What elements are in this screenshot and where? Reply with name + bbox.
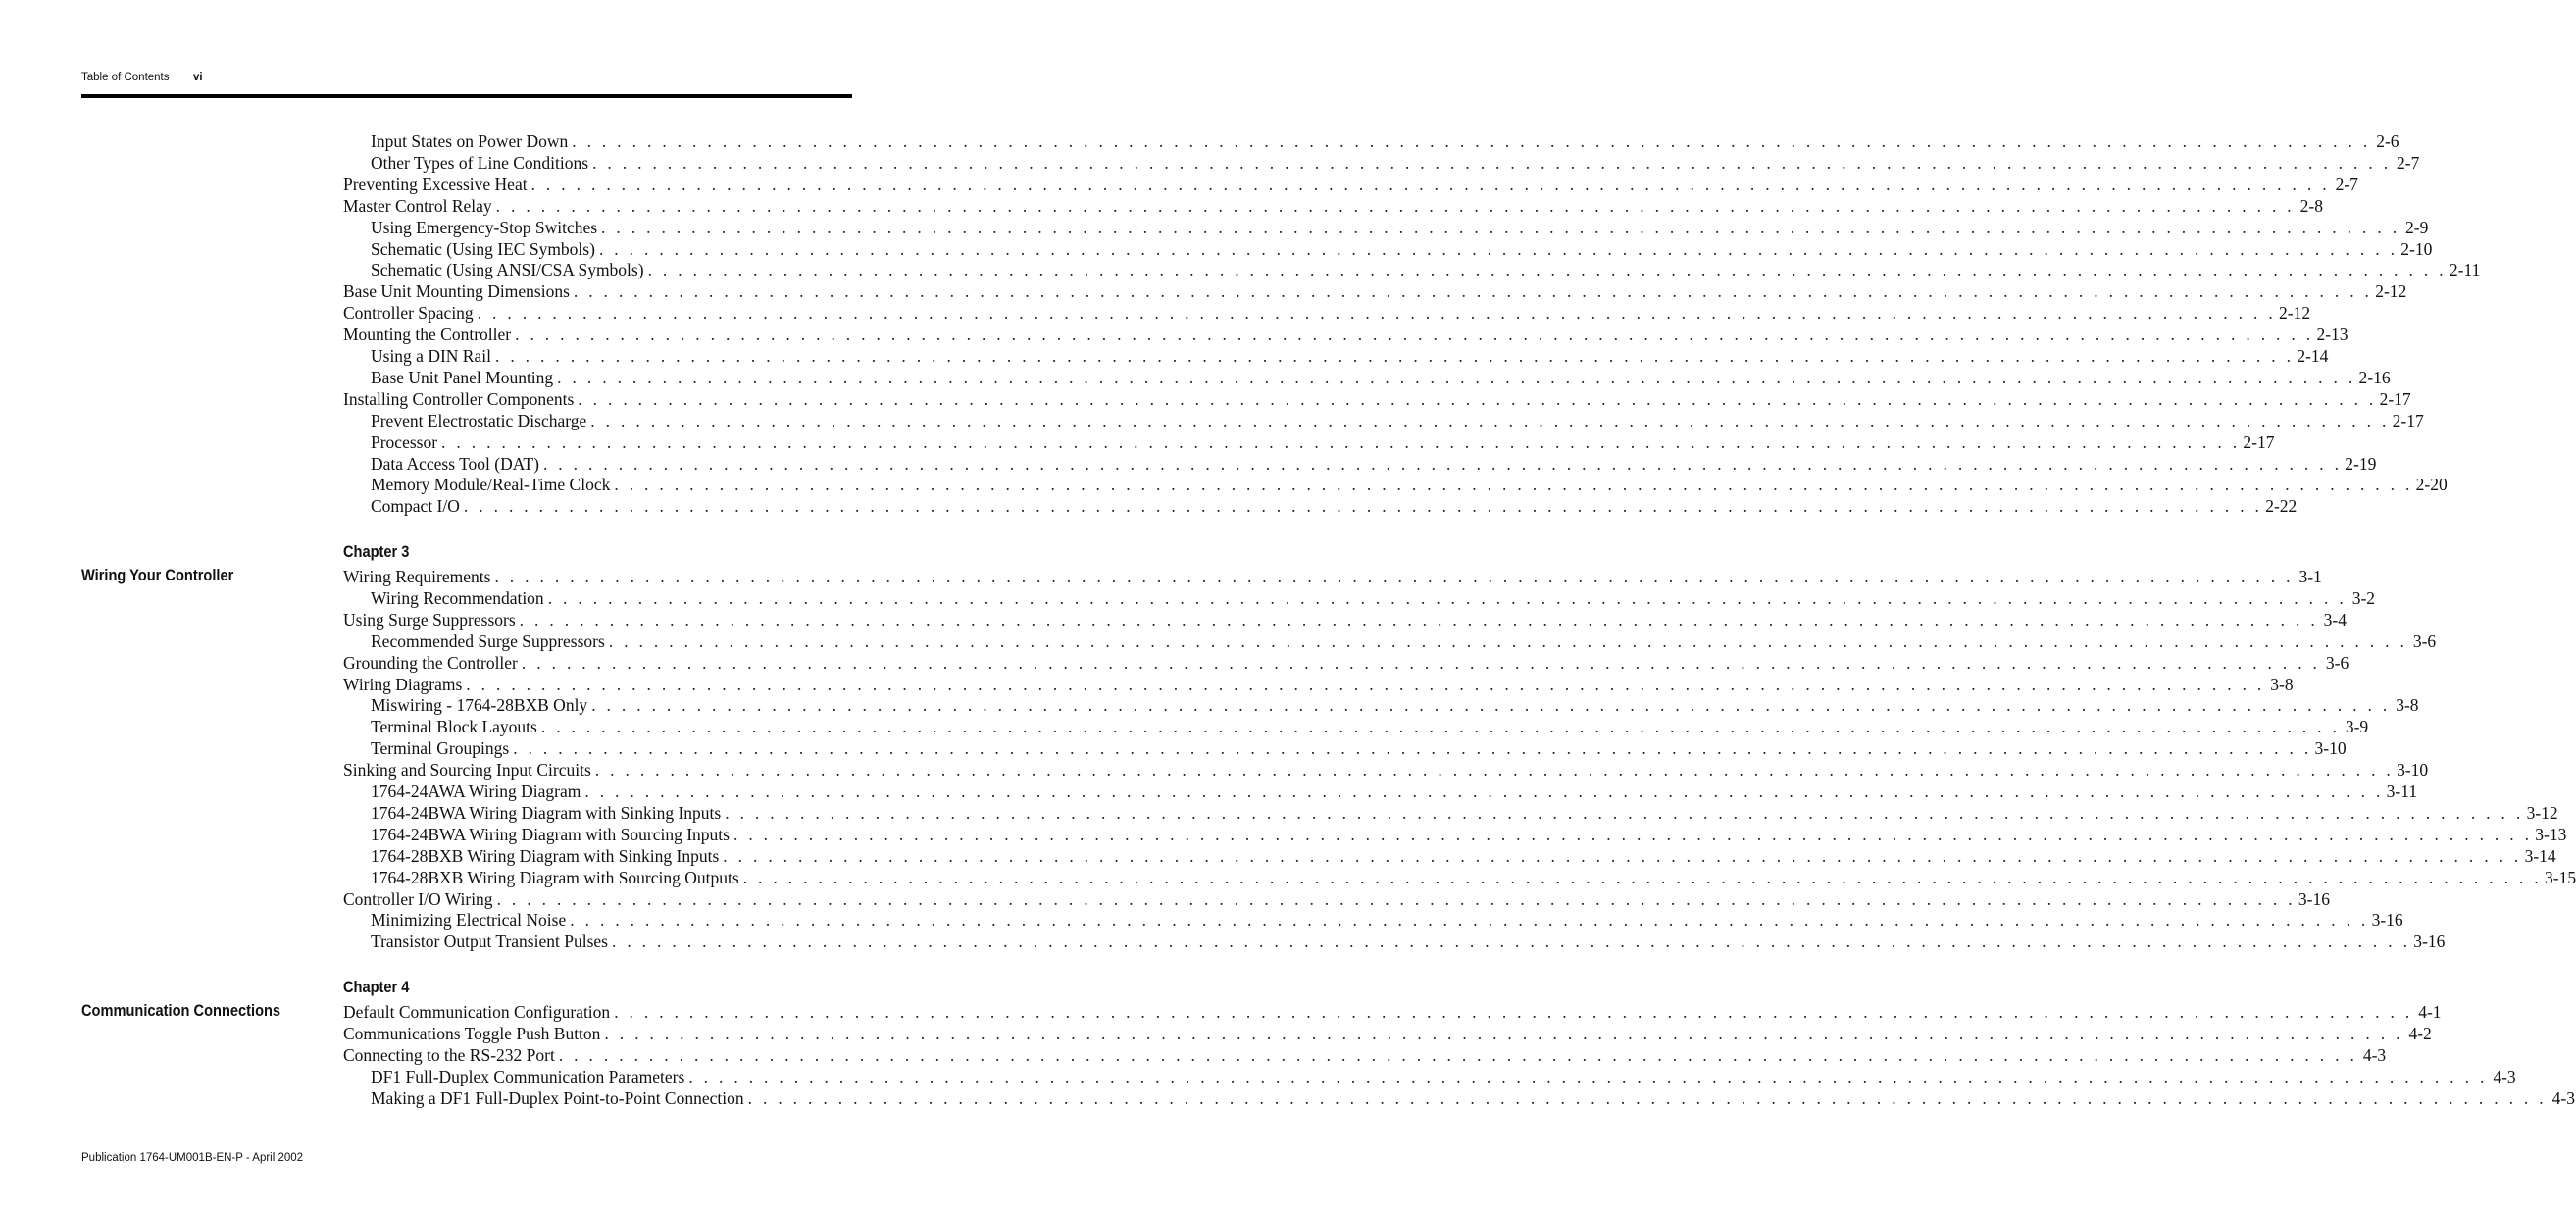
- toc-entry-title: Mounting the Controller: [343, 325, 512, 345]
- toc-entry-title: Prevent Electrostatic Discharge: [371, 410, 587, 430]
- toc-entry: [371, 845, 2556, 868]
- toc-entry-title: Processor: [371, 431, 438, 452]
- dot-leader: . . . . . . . . . . . . . . . . . . . . . . . . . . . . . . . . . . . . . . . . . . . . . . . . . . . . . . . . . . . . . . . . . . . . . . . . . . . . . . . . . . . . . . . . . . . . . . . . . . . . . . . . . . . . . . . . . . . . . . . .: [604, 1023, 2403, 1043]
- toc-entry-title: Using Surge Suppressors: [343, 609, 516, 630]
- toc-entry: [371, 475, 2448, 496]
- toc-entry-title: Connecting to the RS-232 Port: [343, 1044, 555, 1065]
- dot-leader: . . . . . . . . . . . . . . . . . . . . . . . . . . . . . . . . . . . . . . . . . . . . . . . . . . . . . . . . . . . . . . . . . . . . . . . . . . . . . . . . . . . . . . . . . . . . . . . . . . . . . . . . . . . . . . . . . . . . . . . .: [494, 567, 2294, 586]
- toc-entry-title: Memory Module/Real-Time Clock: [371, 475, 611, 495]
- toc-entry: [371, 587, 2376, 610]
- toc-entry-title: Wiring Diagrams: [343, 674, 463, 694]
- dot-leader: . . . . . . . . . . . . . . . . . . . . . . . . . . . . . . . . . . . . . . . . . . . . . . . . . . . . . . . . . . . . . . . . . . . . . . . . . . . . . . . . . . . . . . . . . . . . . . . . . . . . . . . . . . . . . . . . . . . . . . . .: [570, 910, 2369, 931]
- toc-entry: [371, 867, 2576, 889]
- toc-entry: [343, 674, 2294, 696]
- toc-entry-title: Preventing Excessive Heat: [343, 174, 528, 194]
- dot-leader: . . . . . . . . . . . . . . . . . . . . . . . . . . . . . . . . . . . . . . . . . . . . . . . . . . . . . . . . . . . . . . . . . . . . . . . . . . . . . . . . . . . . . . . . . . . . . . . . . . . . . . . . . . . . . . . . . . . . . . . .: [513, 738, 2312, 759]
- toc-entry: [343, 325, 2349, 346]
- toc-entry-page: 4-2: [2408, 1023, 2432, 1043]
- dot-leader: . . . . . . . . . . . . . . . . . . . . . . . . . . . . . . . . . . . . . . . . . . . . . . . . . . . . . . . . . . . . . . . . . . . . . . . . . . . . . . . . . . . . . . . . . . . . . . . . . . . . . . . . . . . . . . . . . . . . . . . .: [557, 367, 2356, 387]
- toc-entry-title: Terminal Groupings: [371, 738, 510, 759]
- toc-entry: [343, 388, 2411, 411]
- header-page-number: vi: [193, 72, 203, 83]
- toc-entry-page: 2-17: [2379, 388, 2411, 409]
- toc-entry-page: 3-13: [2535, 824, 2567, 844]
- toc-entry: [371, 217, 2429, 239]
- dot-leader: . . . . . . . . . . . . . . . . . . . . . . . . . . . . . . . . . . . . . . . . . . . . . . . . . . . . . . . . . . . . . . . . . . . . . . . . . . . . . . . . . . . . . . . . . . . . . . . . . . . . . . . . . . . . . . . . . . . . . . . .: [542, 453, 2343, 474]
- toc-entry: [343, 609, 2347, 631]
- dot-leader: . . . . . . . . . . . . . . . . . . . . . . . . . . . . . . . . . . . . . . . . . . . . . . . . . . . . . . . . . . . . . . . . . . . . . . . . . . . . . . . . . . . . . . . . . . . . . . . . . . . . . . . . . . . . . . . . . . . . . . . .: [495, 195, 2295, 216]
- toc-entry-page: 4-3: [2362, 1044, 2387, 1065]
- toc-entry-page: 3-8: [2396, 695, 2419, 716]
- toc-entry-page: 3-4: [2323, 609, 2347, 630]
- toc-entry-page: 2-7: [2397, 152, 2420, 173]
- toc-entry-title: Data Access Tool (DAT): [371, 453, 539, 474]
- toc-entry: [371, 131, 2399, 153]
- dot-leader: . . . . . . . . . . . . . . . . . . . . . . . . . . . . . . . . . . . . . . . . . . . . . . . . . . . . . . . . . . . . . . . . . . . . . . . . . . . . . . . . . . . . . . . . . . . . . . . . . . . . . . . . . . . . . . . . . . . . . . . .: [608, 631, 2408, 651]
- toc-entry-page: 3-8: [2270, 674, 2294, 694]
- toc-entry-title: Miswiring - 1764-28BXB Only: [371, 695, 588, 716]
- toc-entry: [371, 496, 2298, 518]
- toc-entry-page: 3-6: [2325, 652, 2349, 673]
- toc-entry-page: 2-6: [2376, 131, 2399, 151]
- dot-leader: . . . . . . . . . . . . . . . . . . . . . . . . . . . . . . . . . . . . . . . . . . . . . . . . . . . . . . . . . . . . . . . . . . . . . . . . . . . . . . . . . . . . . . . . . . . . . . . . . . . . . . . . . . . . . . . . . . . . . . . .: [598, 238, 2399, 259]
- toc-entry-title: Recommended Surge Suppressors: [371, 631, 605, 651]
- dot-leader: . . . . . . . . . . . . . . . . . . . . . . . . . . . . . . . . . . . . . . . . . . . . . . . . . . . . . . . . . . . . . . . . . . . . . . . . . . . . . . . . . . . . . . . . . . . . . . . . . . . . . . . . . . . . . . . . . . . . . . . .: [601, 217, 2400, 237]
- toc-entry-title: Master Control Relay: [343, 195, 492, 216]
- toc-entry-title: 1764-28BXB Wiring Diagram with Sourcing Outputs: [371, 867, 739, 887]
- dot-leader: . . . . . . . . . . . . . . . . . . . . . . . . . . . . . . . . . . . . . . . . . . . . . . . . . . . . . . . . . . . . . . . . . . . . . . . . . . . . . . . . . . . . . . . . . . . . . . . . . . . . . . . . . . . . . . . . . . . . . . . .: [594, 760, 2395, 781]
- toc-entry: [343, 1002, 2442, 1024]
- toc-entry-page: 4-3: [2551, 1087, 2575, 1108]
- dot-leader: . . . . . . . . . . . . . . . . . . . . . . . . . . . . . . . . . . . . . . . . . . . . . . . . . . . . . . . . . . . . . . . . . . . . . . . . . . . . . . . . . . . . . . . . . . . . . . . . . . . . . . . . . . . . . . . . . . . . . . . .: [688, 1066, 2488, 1086]
- toc-entry: [371, 782, 2418, 803]
- dot-leader: . . . . . . . . . . . . . . . . . . . . . . . . . . . . . . . . . . . . . . . . . . . . . . . . . . . . . . . . . . . . . . . . . . . . . . . . . . . . . . . . . . . . . . . . . . . . . . . . . . . . . . . . . . . . . . . . . . . . . . . .: [521, 652, 2321, 673]
- dot-leader: . . . . . . . . . . . . . . . . . . . . . . . . . . . . . . . . . . . . . . . . . . . . . . . . . . . . . . . . . . . . . . . . . . . . . . . . . . . . . . . . . . . . . . . . . . . . . . . . . . . . . . . . . . . . . . . . . . . . . . . .: [496, 888, 2296, 909]
- toc-entry-title: 1764-24AWA Wiring Diagram: [371, 782, 581, 801]
- toc-entry-title: Grounding the Controller: [343, 652, 518, 673]
- dot-leader: . . . . . . . . . . . . . . . . . . . . . . . . . . . . . . . . . . . . . . . . . . . . . . . . . . . . . . . . . . . . . . . . . . . . . . . . . . . . . . . . . . . . . . . . . . . . . . . . . . . . . . . . . . . . . . . . . . . . . . . .: [611, 932, 2411, 952]
- toc-entry: [371, 1066, 2516, 1088]
- toc-entry-title: DF1 Full-Duplex Communication Parameters: [371, 1066, 685, 1086]
- dot-leader: . . . . . . . . . . . . . . . . . . . . . . . . . . . . . . . . . . . . . . . . . . . . . . . . . . . . . . . . . . . . . . . . . . . . . . . . . . . . . . . . . . . . . . . . . . . . . . . . . . . . . . . . . . . . . . . . . . . . . . . .: [530, 174, 2330, 194]
- toc-entry-page: 2-14: [2297, 346, 2329, 366]
- page-header: [81, 72, 203, 83]
- toc-entry-page: 2-8: [2299, 195, 2323, 216]
- dot-leader: . . . . . . . . . . . . . . . . . . . . . . . . . . . . . . . . . . . . . . . . . . . . . . . . . . . . . . . . . . . . . . . . . . . . . . . . . . . . . . . . . . . . . . . . . . . . . . . . . . . . . . . . . . . . . . . . . . . . . . . .: [725, 802, 2524, 823]
- toc-entry-title: Default Communication Configuration: [343, 1002, 611, 1022]
- toc-entry-page: 4-3: [2493, 1066, 2516, 1086]
- dot-leader: . . . . . . . . . . . . . . . . . . . . . . . . . . . . . . . . . . . . . . . . . . . . . . . . . . . . . . . . . . . . . . . . . . . . . . . . . . . . . . . . . . . . . . . . . . . . . . . . . . . . . . . . . . . . . . . . . . . . . . . .: [572, 131, 2371, 151]
- toc-entry-page: 2-12: [2279, 303, 2311, 324]
- toc-entry: [371, 152, 2420, 175]
- toc-entry: [371, 1087, 2575, 1110]
- dot-leader: . . . . . . . . . . . . . . . . . . . . . . . . . . . . . . . . . . . . . . . . . . . . . . . . . . . . . . . . . . . . . . . . . . . . . . . . . . . . . . . . . . . . . . . . . . . . . . . . . . . . . . . . . . . . . . . . . . . . . . . .: [747, 1087, 2547, 1108]
- toc-entry-title: Installing Controller Components: [343, 388, 575, 409]
- toc-entry-title: Wiring Recommendation: [371, 587, 544, 608]
- toc-entry-page: 2-22: [2265, 496, 2298, 517]
- toc-entry: [371, 717, 2369, 738]
- toc-entry: [371, 910, 2403, 932]
- toc-entry-title: Making a DF1 Full-Duplex Point-to-Point Connection: [371, 1087, 744, 1108]
- toc-entry-page: 4-1: [2418, 1002, 2442, 1022]
- toc-entry: [343, 888, 2330, 911]
- toc-entry: [371, 346, 2329, 368]
- toc-entry-page: 2-13: [2316, 325, 2349, 345]
- toc-entry-title: 1764-28BXB Wiring Diagram with Sinking Inputs: [371, 845, 720, 866]
- chapter4-label: Chapter 4: [343, 978, 410, 996]
- dot-leader: . . . . . . . . . . . . . . . . . . . . . . . . . . . . . . . . . . . . . . . . . . . . . . . . . . . . . . . . . . . . . . . . . . . . . . . . . . . . . . . . . . . . . . . . . . . . . . . . . . . . . . . . . . . . . . . . . . . . . . . .: [590, 410, 2390, 430]
- dot-leader: . . . . . . . . . . . . . . . . . . . . . . . . . . . . . . . . . . . . . . . . . . . . . . . . . . . . . . . . . . . . . . . . . . . . . . . . . . . . . . . . . . . . . . . . . . . . . . . . . . . . . . . . . . . . . . . . . . . . . . . .: [477, 303, 2277, 324]
- toc-entry-page: 3-16: [2371, 910, 2403, 931]
- toc-entry-page: 2-16: [2358, 367, 2391, 387]
- toc-entry: [343, 567, 2322, 588]
- toc-entry: [371, 260, 2481, 281]
- toc-entry: [343, 303, 2311, 325]
- toc-entry: [371, 738, 2347, 760]
- toc-entry-page: 3-9: [2345, 717, 2369, 737]
- toc-entry: [371, 932, 2446, 953]
- dot-leader: . . . . . . . . . . . . . . . . . . . . . . . . . . . . . . . . . . . . . . . . . . . . . . . . . . . . . . . . . . . . . . . . . . . . . . . . . . . . . . . . . . . . . . . . . . . . . . . . . . . . . . . . . . . . . . . . . . . . . . . .: [558, 1044, 2358, 1065]
- dot-leader: . . . . . . . . . . . . . . . . . . . . . . . . . . . . . . . . . . . . . . . . . . . . . . . . . . . . . . . . . . . . . . . . . . . . . . . . . . . . . . . . . . . . . . . . . . . . . . . . . . . . . . . . . . . . . . . . . . . . . . . .: [547, 587, 2348, 608]
- toc-entry-page: 3-14: [2524, 845, 2556, 866]
- dot-leader: . . . . . . . . . . . . . . . . . . . . . . . . . . . . . . . . . . . . . . . . . . . . . . . . . . . . . . . . . . . . . . . . . . . . . . . . . . . . . . . . . . . . . . . . . . . . . . . . . . . . . . . . . . . . . . . . . . . . . . . .: [540, 717, 2341, 737]
- dot-leader: . . . . . . . . . . . . . . . . . . . . . . . . . . . . . . . . . . . . . . . . . . . . . . . . . . . . . . . . . . . . . . . . . . . . . . . . . . . . . . . . . . . . . . . . . . . . . . . . . . . . . . . . . . . . . . . . . . . . . . . .: [584, 782, 2384, 801]
- toc-entry: [371, 431, 2275, 454]
- toc-entry-page: 2-11: [2449, 260, 2481, 280]
- toc-entry-page: 2-19: [2345, 453, 2377, 474]
- header-section-title: Table of Contents: [81, 72, 170, 83]
- dot-leader: . . . . . . . . . . . . . . . . . . . . . . . . . . . . . . . . . . . . . . . . . . . . . . . . . . . . . . . . . . . . . . . . . . . . . . . . . . . . . . . . . . . . . . . . . . . . . . . . . . . . . . . . . . . . . . . . . . . . . . . .: [463, 496, 2263, 517]
- toc-entry: [343, 174, 2358, 196]
- dot-leader: . . . . . . . . . . . . . . . . . . . . . . . . . . . . . . . . . . . . . . . . . . . . . . . . . . . . . . . . . . . . . . . . . . . . . . . . . . . . . . . . . . . . . . . . . . . . . . . . . . . . . . . . . . . . . . . . . . . . . . . .: [591, 695, 2391, 716]
- toc-entry-page: 3-2: [2351, 587, 2376, 608]
- toc-entry: [371, 410, 2424, 432]
- toc-entry-page: 3-10: [2397, 760, 2429, 781]
- toc-entry-title: 1764-24BWA Wiring Diagram with Sourcing Inputs: [371, 824, 730, 844]
- toc-entry: [371, 453, 2377, 476]
- toc-entry-page: 2-10: [2400, 238, 2433, 259]
- dot-leader: . . . . . . . . . . . . . . . . . . . . . . . . . . . . . . . . . . . . . . . . . . . . . . . . . . . . . . . . . . . . . . . . . . . . . . . . . . . . . . . . . . . . . . . . . . . . . . . . . . . . . . . . . . . . . . . . . . . . . . . .: [519, 609, 2318, 630]
- chapter4-title: Communication Connections: [81, 1001, 281, 1020]
- header-rule: [81, 94, 852, 98]
- toc-entry: [371, 238, 2433, 261]
- dot-leader: . . . . . . . . . . . . . . . . . . . . . . . . . . . . . . . . . . . . . . . . . . . . . . . . . . . . . . . . . . . . . . . . . . . . . . . . . . . . . . . . . . . . . . . . . . . . . . . . . . . . . . . . . . . . . . . . . . . . . . . .: [647, 260, 2447, 280]
- dot-leader: . . . . . . . . . . . . . . . . . . . . . . . . . . . . . . . . . . . . . . . . . . . . . . . . . . . . . . . . . . . . . . . . . . . . . . . . . . . . . . . . . . . . . . . . . . . . . . . . . . . . . . . . . . . . . . . . . . . . . . . .: [723, 845, 2522, 866]
- toc-entry-title: Base Unit Mounting Dimensions: [343, 281, 570, 302]
- toc-entry-title: Controller I/O Wiring: [343, 888, 493, 909]
- toc-entry-page: 2-7: [2335, 174, 2358, 194]
- toc-entry: [343, 760, 2429, 782]
- toc-entry-page: 3-10: [2314, 738, 2347, 759]
- toc-entry: [371, 367, 2391, 389]
- toc-entry-page: 2-9: [2405, 217, 2429, 237]
- dot-leader: . . . . . . . . . . . . . . . . . . . . . . . . . . . . . . . . . . . . . . . . . . . . . . . . . . . . . . . . . . . . . . . . . . . . . . . . . . . . . . . . . . . . . . . . . . . . . . . . . . . . . . . . . . . . . . . . . . . . . . . .: [466, 674, 2265, 694]
- toc-entry-page: 2-20: [2415, 475, 2448, 495]
- dot-leader: . . . . . . . . . . . . . . . . . . . . . . . . . . . . . . . . . . . . . . . . . . . . . . . . . . . . . . . . . . . . . . . . . . . . . . . . . . . . . . . . . . . . . . . . . . . . . . . . . . . . . . . . . . . . . . . . . . . . . . . .: [494, 346, 2295, 366]
- toc-entry-title: Sinking and Sourcing Input Circuits: [343, 760, 591, 781]
- toc-entry-title: Base Unit Panel Mounting: [371, 367, 554, 387]
- dot-leader: . . . . . . . . . . . . . . . . . . . . . . . . . . . . . . . . . . . . . . . . . . . . . . . . . . . . . . . . . . . . . . . . . . . . . . . . . . . . . . . . . . . . . . . . . . . . . . . . . . . . . . . . . . . . . . . . . . . . . . . .: [614, 475, 2413, 495]
- toc-entry: [343, 195, 2323, 218]
- toc-entry-title: Controller Spacing: [343, 303, 474, 324]
- dot-leader: . . . . . . . . . . . . . . . . . . . . . . . . . . . . . . . . . . . . . . . . . . . . . . . . . . . . . . . . . . . . . . . . . . . . . . . . . . . . . . . . . . . . . . . . . . . . . . . . . . . . . . . . . . . . . . . . . . . . . . . .: [614, 1002, 2413, 1022]
- toc-entry-title: Communications Toggle Push Button: [343, 1023, 601, 1043]
- toc-entry-page: 3-12: [2526, 802, 2558, 823]
- toc-entry: [343, 652, 2349, 675]
- toc-entry-page: 3-16: [2413, 932, 2446, 952]
- dot-leader: . . . . . . . . . . . . . . . . . . . . . . . . . . . . . . . . . . . . . . . . . . . . . . . . . . . . . . . . . . . . . . . . . . . . . . . . . . . . . . . . . . . . . . . . . . . . . . . . . . . . . . . . . . . . . . . . . . . . . . . .: [573, 281, 2373, 302]
- toc-entry-title: Using a DIN Rail: [371, 346, 491, 366]
- toc-entry: [371, 802, 2558, 825]
- dot-leader: . . . . . . . . . . . . . . . . . . . . . . . . . . . . . . . . . . . . . . . . . . . . . . . . . . . . . . . . . . . . . . . . . . . . . . . . . . . . . . . . . . . . . . . . . . . . . . . . . . . . . . . . . . . . . . . . . . . . . . . .: [742, 867, 2543, 887]
- toc-entry: [371, 824, 2567, 846]
- dot-leader: . . . . . . . . . . . . . . . . . . . . . . . . . . . . . . . . . . . . . . . . . . . . . . . . . . . . . . . . . . . . . . . . . . . . . . . . . . . . . . . . . . . . . . . . . . . . . . . . . . . . . . . . . . . . . . . . . . . . . . . .: [592, 152, 2392, 173]
- dot-leader: . . . . . . . . . . . . . . . . . . . . . . . . . . . . . . . . . . . . . . . . . . . . . . . . . . . . . . . . . . . . . . . . . . . . . . . . . . . . . . . . . . . . . . . . . . . . . . . . . . . . . . . . . . . . . . . . . . . . . . . .: [441, 431, 2241, 452]
- dot-leader: . . . . . . . . . . . . . . . . . . . . . . . . . . . . . . . . . . . . . . . . . . . . . . . . . . . . . . . . . . . . . . . . . . . . . . . . . . . . . . . . . . . . . . . . . . . . . . . . . . . . . . . . . . . . . . . . . . . . . . . .: [732, 824, 2533, 844]
- toc-entry-page: 3-15: [2545, 867, 2576, 887]
- toc-entry-page: 3-11: [2386, 782, 2418, 801]
- toc-entry: [343, 1023, 2432, 1045]
- toc-entry-title: 1764-24BWA Wiring Diagram with Sinking Inputs: [371, 802, 722, 823]
- toc-entry-title: Schematic (Using ANSI/CSA Symbols): [371, 260, 644, 280]
- publication-footer: Publication 1764-UM001B-EN-P - April 2002: [81, 1152, 304, 1164]
- toc-entry: [343, 1044, 2387, 1067]
- chapter3-label: Chapter 3: [343, 542, 410, 561]
- toc-entry-page: 3-16: [2298, 888, 2330, 909]
- toc-entry-title: Using Emergency-Stop Switches: [371, 217, 598, 237]
- toc-entry-title: Schematic (Using IEC Symbols): [371, 238, 595, 259]
- toc-entry-title: Minimizing Electrical Noise: [371, 910, 567, 931]
- chapter3-title: Wiring Your Controller: [81, 566, 234, 584]
- toc-entry-title: Wiring Requirements: [343, 567, 491, 586]
- toc-entry-page: 2-12: [2375, 281, 2407, 302]
- toc-entry: [343, 281, 2407, 303]
- dot-leader: . . . . . . . . . . . . . . . . . . . . . . . . . . . . . . . . . . . . . . . . . . . . . . . . . . . . . . . . . . . . . . . . . . . . . . . . . . . . . . . . . . . . . . . . . . . . . . . . . . . . . . . . . . . . . . . . . . . . . . . .: [578, 388, 2377, 409]
- toc-entry-title: Input States on Power Down: [371, 131, 569, 151]
- toc-entry: [371, 695, 2419, 717]
- toc-entry-page: 2-17: [2243, 431, 2275, 452]
- toc-entry-title: Terminal Block Layouts: [371, 717, 537, 737]
- dot-leader: . . . . . . . . . . . . . . . . . . . . . . . . . . . . . . . . . . . . . . . . . . . . . . . . . . . . . . . . . . . . . . . . . . . . . . . . . . . . . . . . . . . . . . . . . . . . . . . . . . . . . . . . . . . . . . . . . . . . . . . .: [515, 325, 2314, 345]
- toc-entry-page: 3-1: [2298, 567, 2322, 586]
- toc-entry: [371, 631, 2437, 653]
- toc-entry-page: 3-6: [2412, 631, 2437, 651]
- toc-entry-title: Transistor Output Transient Pulses: [371, 932, 608, 952]
- toc-entry-page: 2-17: [2392, 410, 2424, 430]
- toc-entry-title: Other Types of Line Conditions: [371, 152, 589, 173]
- toc-entry-title: Compact I/O: [371, 496, 460, 517]
